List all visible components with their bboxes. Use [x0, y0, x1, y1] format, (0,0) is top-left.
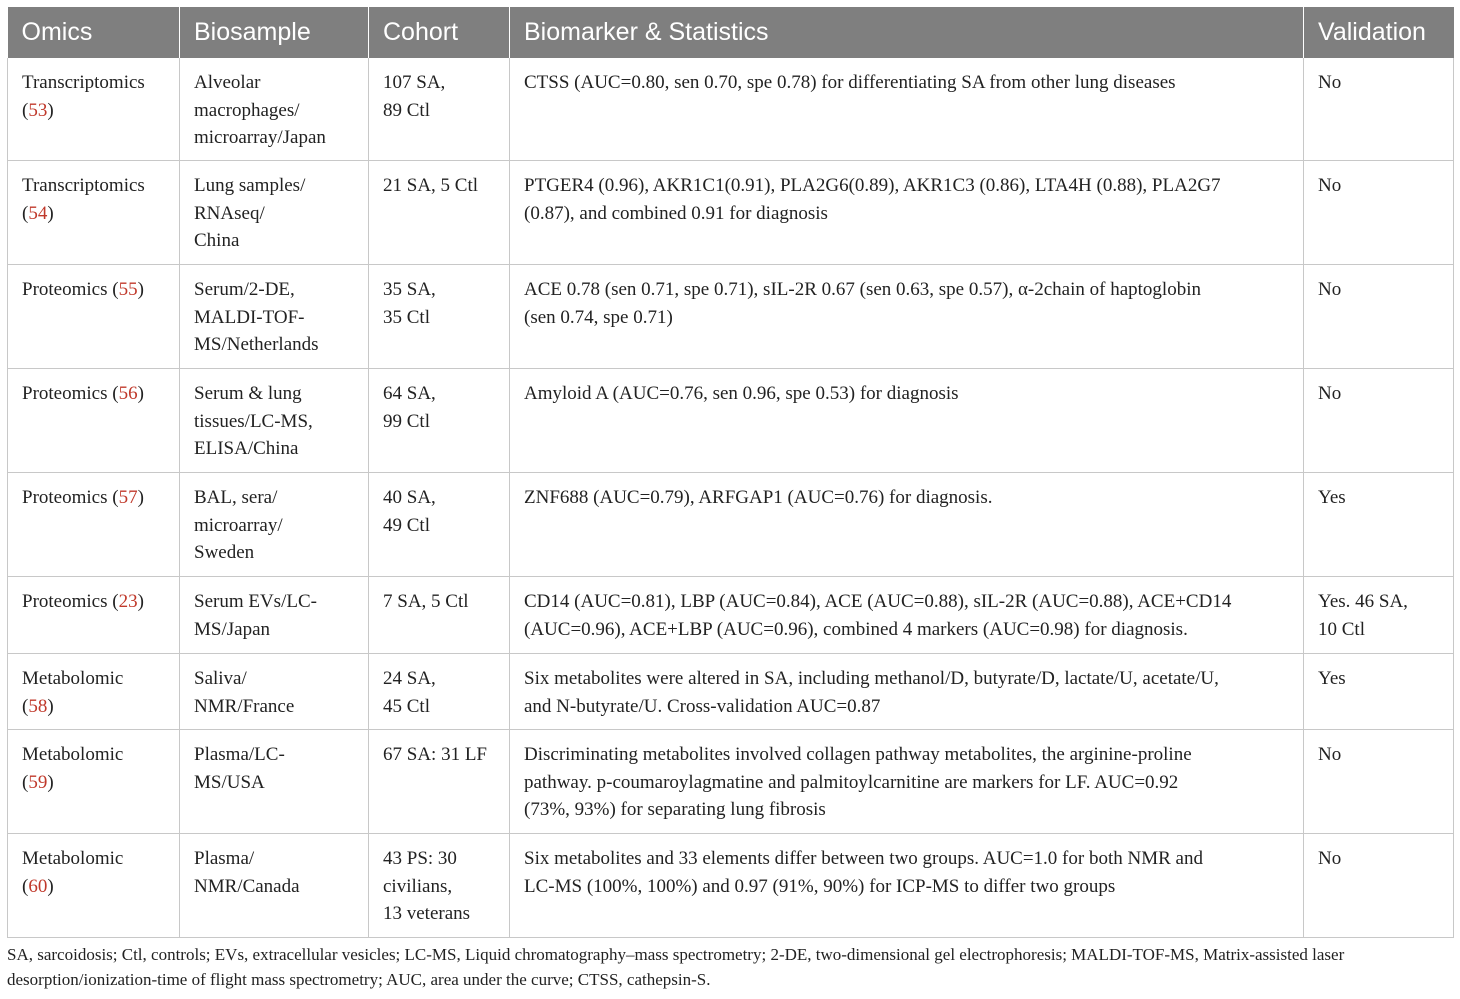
omics-type: Proteomics	[22, 591, 108, 612]
biosample-cell	[180, 369, 369, 473]
omics-cell	[8, 265, 180, 369]
biosample-line: Sweden	[194, 542, 255, 563]
biomarker-line: Six metabolites were altered in SA, including methanol/D, butyrate/D, lactate/U, acetate/U,	[524, 668, 1219, 689]
header-row	[8, 7, 1454, 58]
header-biomarker: Biomarker & Statistics	[510, 7, 1304, 58]
validation-line: No	[1318, 72, 1342, 93]
table-container	[7, 7, 1453, 938]
cohort-line: 107 SA,	[383, 72, 446, 93]
biosample-line: China	[194, 230, 240, 251]
biomarker-line: (sen 0.74, spe 0.71)	[524, 306, 673, 328]
biosample-line: microarray/	[194, 514, 283, 536]
omics-type: Proteomics	[22, 383, 108, 404]
biomarker-line: (AUC=0.96), ACE+LBP (AUC=0.96), combined 4 markers (AUC=0.98) for diagnosis.	[524, 618, 1188, 640]
biomarker-cell	[510, 58, 1304, 161]
cohort-cell	[369, 834, 510, 938]
reference-link[interactable]: 54	[28, 202, 48, 224]
cohort-cell	[369, 265, 510, 369]
reference-citation[interactable]: (56)	[112, 383, 144, 404]
biomarker-line: Amyloid A (AUC=0.76, sen 0.96, spe 0.53) for diagnosis	[524, 383, 959, 404]
biosample-line: macrophages/	[194, 99, 300, 121]
omics-cell	[8, 730, 180, 834]
table-row	[8, 473, 1454, 577]
cohort-cell	[369, 473, 510, 577]
biomarker-cell	[510, 834, 1304, 938]
biomarker-line: CTSS (AUC=0.80, sen 0.70, spe 0.78) for differentiating SA from other lung diseases	[524, 72, 1176, 93]
reference-citation[interactable]: (53)	[22, 99, 54, 121]
table-row	[8, 265, 1454, 369]
reference-citation[interactable]: (54)	[22, 202, 54, 224]
biomarker-line: Discriminating metabolites involved collagen pathway metabolites, the arginine-proline	[524, 744, 1192, 765]
cohort-line: 49 Ctl	[383, 514, 430, 536]
biosample-line: Plasma/LC-	[194, 744, 285, 765]
biosample-line: Serum EVs/LC-	[194, 591, 317, 612]
biomarker-cell	[510, 473, 1304, 577]
biomarker-cell	[510, 161, 1304, 265]
biosample-cell	[180, 473, 369, 577]
omics-cell	[8, 369, 180, 473]
omics-cell	[8, 577, 180, 654]
biosample-line: BAL, sera/	[194, 487, 278, 508]
cohort-cell	[369, 654, 510, 730]
biomarker-line: ZNF688 (AUC=0.79), ARFGAP1 (AUC=0.76) for diagnosis.	[524, 487, 993, 508]
biosample-line: Alveolar	[194, 72, 261, 93]
table-row	[8, 161, 1454, 265]
validation-cell	[1304, 473, 1454, 577]
biosample-cell	[180, 265, 369, 369]
biosample-line: Serum/2-DE,	[194, 279, 295, 300]
biosample-line: MS/Japan	[194, 618, 270, 640]
validation-line: Yes	[1318, 668, 1346, 689]
biosample-line: NMR/France	[194, 695, 295, 717]
biosample-line: MS/Netherlands	[194, 334, 319, 355]
reference-citation[interactable]: (23)	[112, 591, 144, 612]
biomarker-line: Six metabolites and 33 elements differ between two groups. AUC=1.0 for both NMR and	[524, 848, 1203, 869]
table-row	[8, 58, 1454, 161]
biosample-line: Lung samples/	[194, 175, 306, 196]
validation-line: Yes	[1318, 487, 1346, 508]
biosample-cell	[180, 161, 369, 265]
biosample-line: tissues/LC-MS,	[194, 410, 313, 432]
omics-cell	[8, 834, 180, 938]
biomarker-cell	[510, 577, 1304, 654]
header-validation: Validation	[1304, 7, 1454, 58]
header-biosample: Biosample	[180, 7, 369, 58]
cohort-line: 67 SA: 31 LF	[383, 744, 487, 765]
validation-line: 10 Ctl	[1318, 618, 1365, 640]
validation-cell	[1304, 369, 1454, 473]
omics-cell	[8, 161, 180, 265]
biosample-line: Plasma/	[194, 848, 255, 869]
validation-line: No	[1318, 744, 1342, 765]
validation-line: No	[1318, 848, 1342, 869]
biosample-cell	[180, 577, 369, 654]
table-row	[8, 834, 1454, 938]
table-row	[8, 654, 1454, 730]
reference-link[interactable]: 57	[118, 487, 138, 508]
reference-link[interactable]: 60	[28, 875, 48, 897]
header-omics: Omics	[8, 7, 180, 58]
biomarker-cell	[510, 654, 1304, 730]
reference-link[interactable]: 58	[28, 695, 48, 717]
biomarker-line: LC-MS (100%, 100%) and 0.97 (91%, 90%) for ICP-MS to differ two groups	[524, 875, 1116, 897]
reference-citation[interactable]: (60)	[22, 875, 54, 897]
cohort-line: 21 SA, 5 Ctl	[383, 175, 479, 196]
biosample-line: ELISA/China	[194, 438, 299, 459]
omics-type: Metabolomic	[22, 848, 124, 869]
reference-citation[interactable]: (58)	[22, 695, 54, 717]
cohort-line: 35 SA,	[383, 279, 436, 300]
table-footnote	[7, 942, 1453, 992]
validation-cell	[1304, 834, 1454, 938]
validation-cell	[1304, 58, 1454, 161]
biosample-cell	[180, 58, 369, 161]
biosample-cell	[180, 834, 369, 938]
validation-cell	[1304, 730, 1454, 834]
cohort-cell	[369, 58, 510, 161]
biomarker-cell	[510, 730, 1304, 834]
cohort-line: 64 SA,	[383, 383, 436, 404]
biosample-line: Serum & lung	[194, 383, 302, 404]
biosample-line: Saliva/	[194, 668, 247, 689]
cohort-line: 45 Ctl	[383, 695, 430, 717]
cohort-line: 43 PS: 30	[383, 848, 457, 869]
biomarker-line: pathway. p-coumaroylagmatine and palmitoylcarnitine are markers for LF. AUC=0.92	[524, 771, 1179, 793]
biosample-line: microarray/Japan	[194, 127, 326, 148]
biomarker-line: and N-butyrate/U. Cross-validation AUC=0.87	[524, 695, 881, 717]
biosample-line: MALDI-TOF-	[194, 306, 305, 328]
biomarker-line: PTGER4 (0.96), AKR1C1(0.91), PLA2G6(0.89), AKR1C3 (0.86), LTA4H (0.88), PLA2G7	[524, 175, 1221, 196]
biomarker-line: (0.87), and combined 0.91 for diagnosis	[524, 202, 828, 224]
biosample-line: NMR/Canada	[194, 875, 300, 897]
omics-type: Transcriptomics	[22, 72, 145, 93]
omics-type: Proteomics	[22, 279, 108, 300]
reference-link[interactable]: 53	[28, 99, 48, 121]
cohort-line: 13 veterans	[383, 903, 471, 924]
cohort-cell	[369, 730, 510, 834]
reference-citation[interactable]: (59)	[22, 771, 54, 793]
table-row	[8, 577, 1454, 654]
biosample-cell	[180, 654, 369, 730]
validation-cell	[1304, 265, 1454, 369]
biosample-line: RNAseq/	[194, 202, 265, 224]
validation-line: No	[1318, 279, 1342, 300]
reference-link[interactable]: 23	[118, 591, 138, 612]
cohort-line: 89 Ctl	[383, 99, 430, 121]
footnote-line: SA, sarcoidosis; Ctl, controls; EVs, extracellular vesicles; LC-MS, Liquid chromatography–mass spectrometry; 2-DE, two-dimensional gel electrophoresis; MALDI-TOF-MS, Matrix-assisted laser	[7, 945, 1345, 964]
biomarker-line: ACE 0.78 (sen 0.71, spe 0.71), sIL-2R 0.67 (sen 0.63, spe 0.57), α-2chain of haptoglobin	[524, 279, 1201, 300]
cohort-line: 99 Ctl	[383, 410, 430, 432]
validation-cell	[1304, 577, 1454, 654]
validation-line: No	[1318, 175, 1342, 196]
biomarker-cell	[510, 369, 1304, 473]
biosample-cell	[180, 730, 369, 834]
reference-link[interactable]: 55	[118, 279, 138, 300]
biomarker-line: (73%, 93%) for separating lung fibrosis	[524, 799, 826, 820]
table-row	[8, 730, 1454, 834]
cohort-line: 35 Ctl	[383, 306, 430, 328]
omics-type: Proteomics	[22, 487, 108, 508]
omics-cell	[8, 58, 180, 161]
reference-link[interactable]: 59	[28, 771, 48, 793]
cohort-cell	[369, 577, 510, 654]
omics-table	[7, 7, 1454, 938]
cohort-line: 24 SA,	[383, 668, 436, 689]
footnote-line: desorption/ionization-time of flight mass spectrometry; AUC, area under the curve; CTSS, cathepsin-S.	[7, 970, 711, 989]
table-row	[8, 369, 1454, 473]
validation-line: No	[1318, 383, 1342, 404]
validation-line: Yes. 46 SA,	[1318, 591, 1408, 612]
cohort-cell	[369, 369, 510, 473]
cohort-line: 7 SA, 5 Ctl	[383, 591, 469, 612]
biomarker-cell	[510, 265, 1304, 369]
omics-cell	[8, 654, 180, 730]
biosample-line: MS/USA	[194, 771, 265, 793]
cohort-line: 40 SA,	[383, 487, 436, 508]
omics-type: Transcriptomics	[22, 175, 145, 196]
validation-cell	[1304, 654, 1454, 730]
omics-type: Metabolomic	[22, 744, 124, 765]
cohort-cell	[369, 161, 510, 265]
omics-type: Metabolomic	[22, 668, 124, 689]
omics-cell	[8, 473, 180, 577]
header-cohort: Cohort	[369, 7, 510, 58]
biomarker-line: CD14 (AUC=0.81), LBP (AUC=0.84), ACE (AUC=0.88), sIL-2R (AUC=0.88), ACE+CD14	[524, 591, 1232, 612]
cohort-line: civilians,	[383, 875, 453, 897]
reference-link[interactable]: 56	[118, 383, 138, 404]
reference-citation[interactable]: (57)	[112, 487, 144, 508]
validation-cell	[1304, 161, 1454, 265]
reference-citation[interactable]: (55)	[112, 279, 144, 300]
